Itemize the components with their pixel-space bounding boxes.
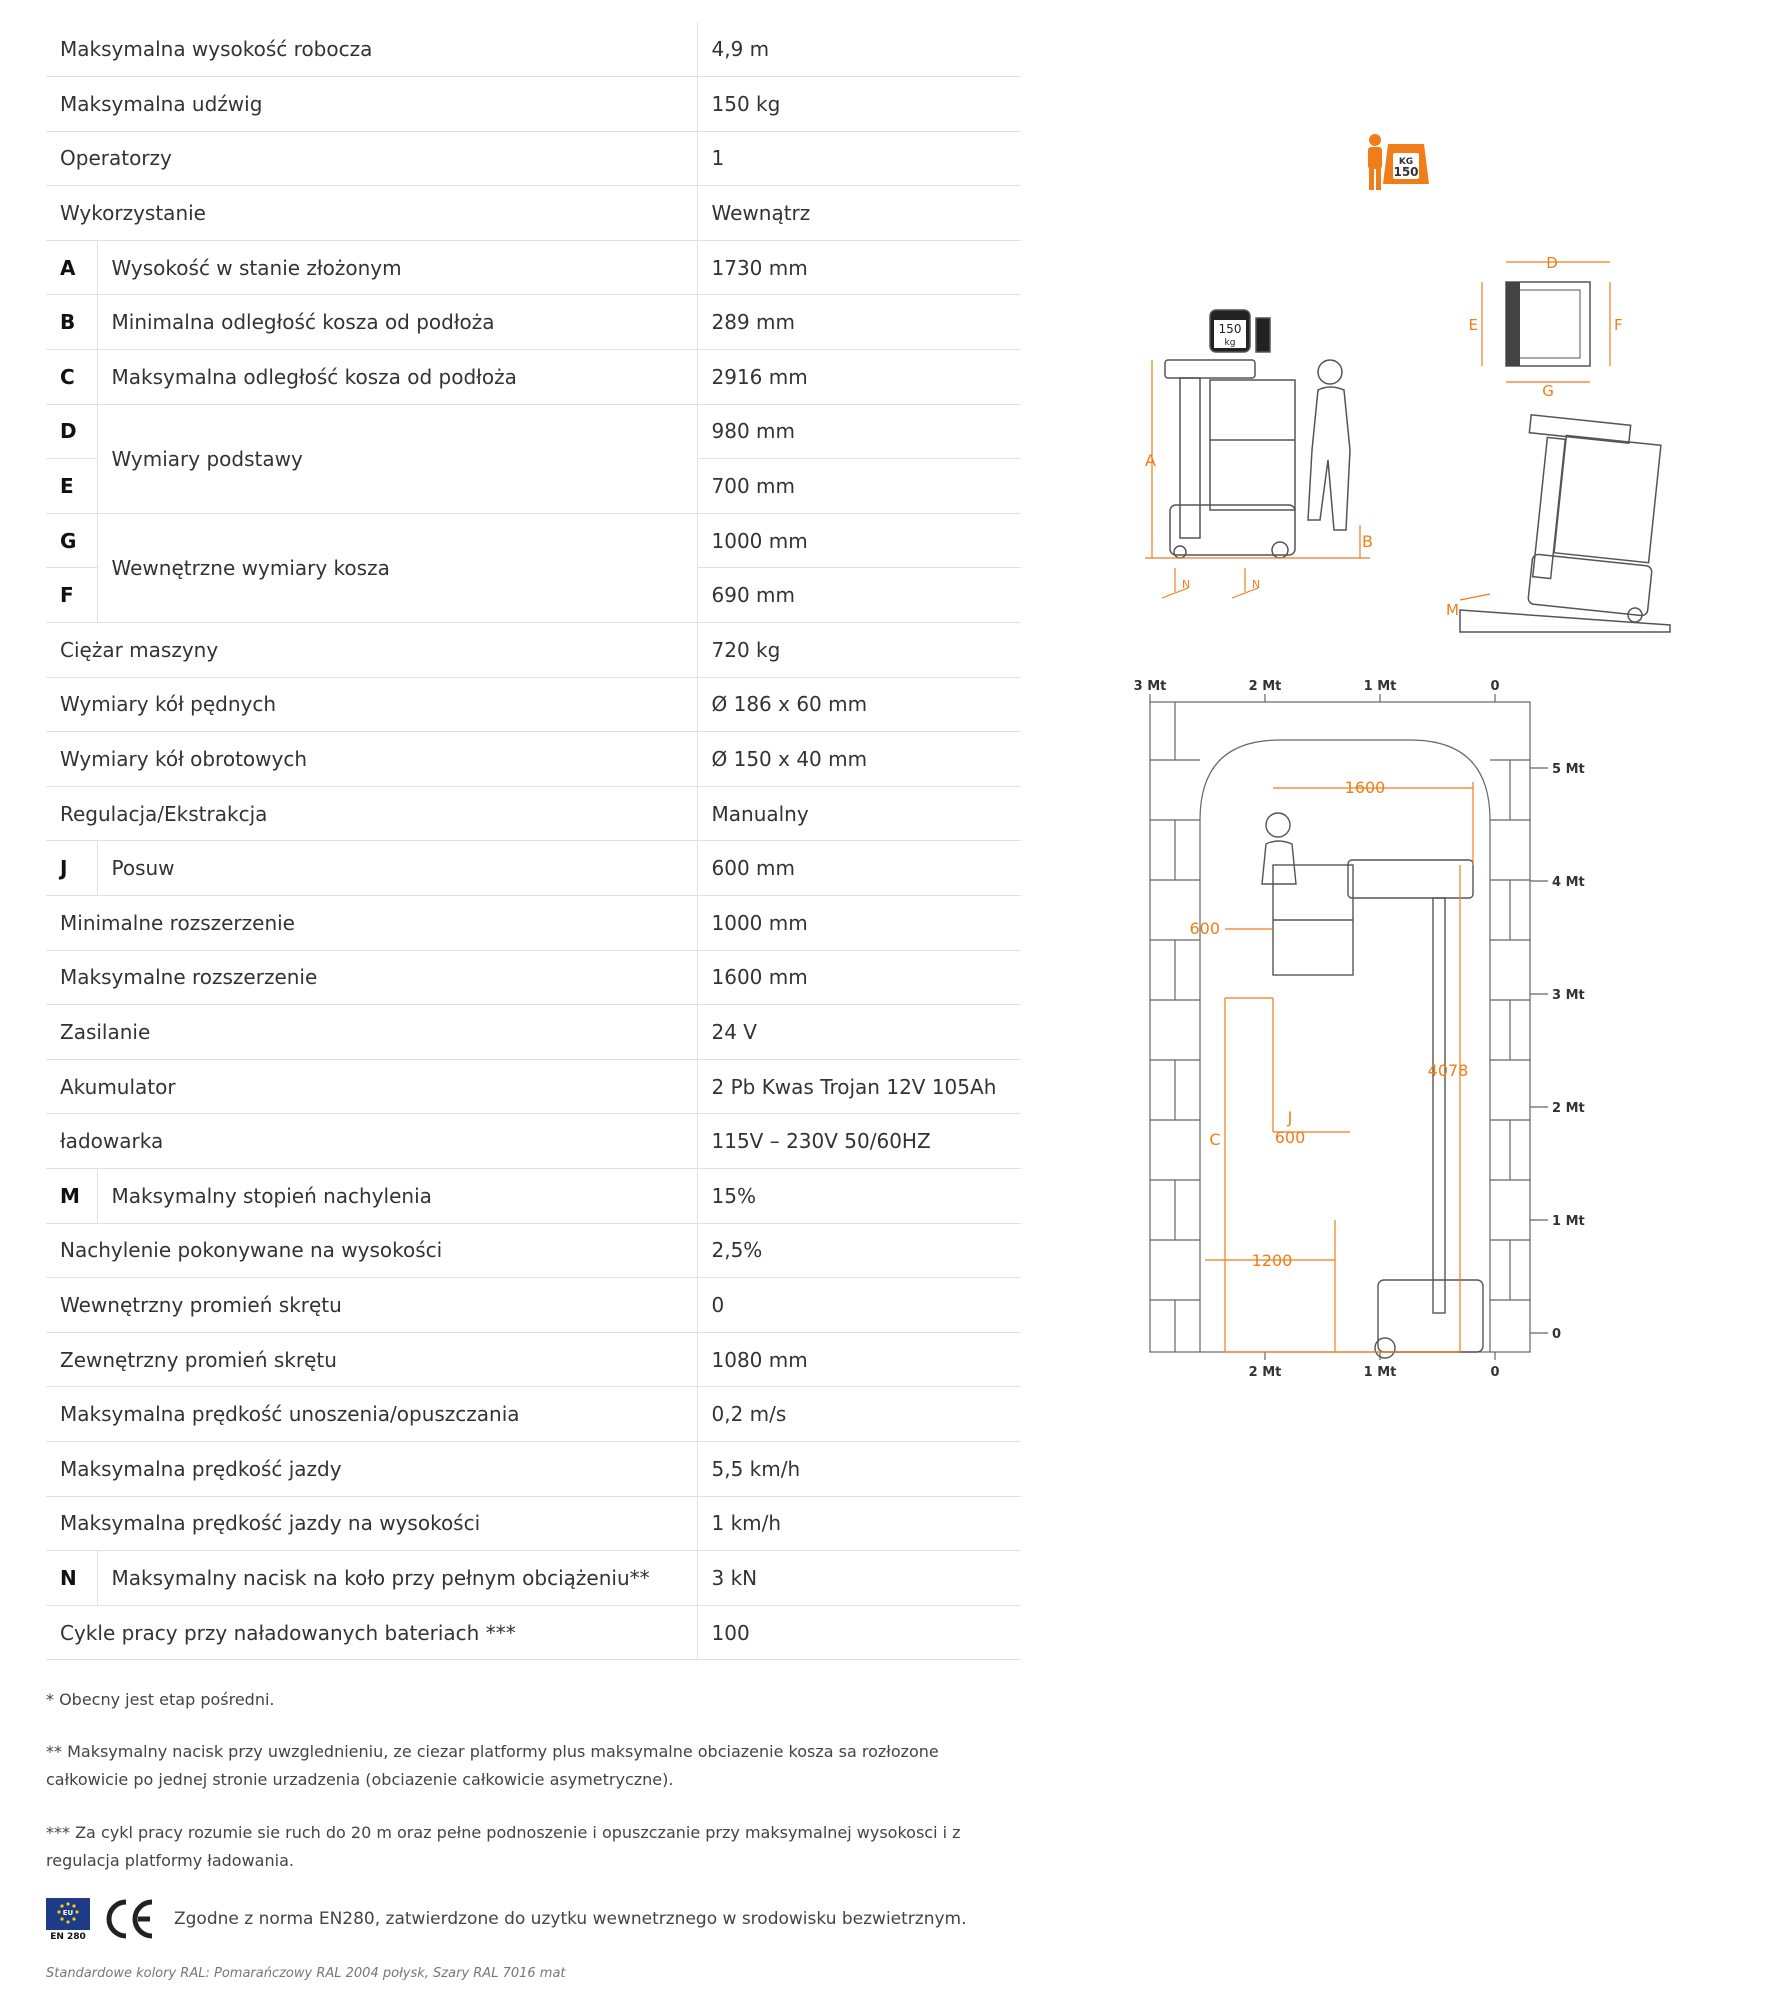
spec-label: Wymiary podstawy (97, 404, 697, 513)
spec-value: 1000 mm (697, 513, 1021, 568)
spec-row (46, 1605, 1021, 1660)
spec-label: ładowarka (46, 1114, 697, 1169)
dim-letter-m: M (1446, 601, 1459, 619)
spec-label: Zasilanie (46, 1005, 697, 1060)
x-axis-top-3mt: 3 Mt (1133, 679, 1167, 694)
y-axis-4mt: 4 Mt (1552, 875, 1585, 890)
dim-letter-e: E (1468, 316, 1478, 334)
spec-row (46, 131, 1021, 186)
eu-label: EU (62, 1909, 74, 1917)
spec-row (46, 22, 1021, 77)
spec-key: G (46, 513, 97, 568)
spec-value: 1730 mm (697, 240, 1021, 295)
dim-letter-c: C (1209, 1130, 1221, 1149)
spec-value: 15% (697, 1168, 1021, 1223)
spec-value: 1 km/h (697, 1496, 1021, 1551)
footnote-work-cycle: *** Za cykl pracy rozumie sie ruch do 20 m oraz pełne podnoszenie i opuszczanie przy maksymalnej wysokosci i z regulacja platformy ładowania. (46, 1823, 961, 1870)
spec-label: Minimalna odległość kosza od podłoża (97, 295, 697, 350)
spec-row (46, 1332, 1021, 1387)
spec-key: C (46, 350, 97, 405)
spec-row (46, 896, 1021, 951)
spec-row (46, 950, 1021, 1005)
dim-600-basket: 600 (1189, 919, 1220, 938)
spec-value: 4,9 m (697, 22, 1021, 77)
spec-key: B (46, 295, 97, 350)
spec-row (46, 1278, 1021, 1333)
y-axis-3mt: 3 Mt (1552, 988, 1585, 1003)
spec-value: Manualny (697, 786, 1021, 841)
spec-value: 2 Pb Kwas Trojan 12V 105Ah (697, 1059, 1021, 1114)
side-badge-unit: kg (1224, 338, 1236, 348)
spec-row (46, 295, 1021, 350)
y-axis-2mt: 2 Mt (1552, 1101, 1585, 1116)
spec-row (46, 841, 1021, 896)
ce-mark-icon (102, 1896, 158, 1942)
dim-600-j: 600 (1274, 1128, 1306, 1147)
dim-letter-n-1: N (1182, 578, 1191, 591)
spec-label: Wewnętrzne wymiary kosza (97, 513, 697, 622)
spec-row (46, 1168, 1021, 1223)
spec-value: 1080 mm (697, 1332, 1021, 1387)
eu-en280-icon (46, 1898, 90, 1940)
spec-key: A (46, 240, 97, 295)
load-badge-value: 150 (1393, 165, 1419, 179)
spec-label: Akumulator (46, 1059, 697, 1114)
dim-letter-g: G (1542, 382, 1554, 400)
en280-label: EN 280 (50, 1932, 86, 1940)
spec-row (46, 677, 1021, 732)
spec-row (46, 1114, 1021, 1169)
spec-label: Maksymalna odległość kosza od podłoża (97, 350, 697, 405)
spec-value: 0,2 m/s (697, 1387, 1021, 1442)
spec-label: Maksymalna prędkość jazdy na wysokości (46, 1496, 697, 1551)
spec-row (46, 1059, 1021, 1114)
spec-label: Maksymalne rozszerzenie (46, 950, 697, 1005)
spec-value: 600 mm (697, 841, 1021, 896)
spec-value: Wewnątrz (697, 186, 1021, 241)
spec-row (46, 1387, 1021, 1442)
spec-table (46, 22, 1021, 1660)
spec-value: 2916 mm (697, 350, 1021, 405)
spec-key: J (46, 841, 97, 896)
spec-label: Regulacja/Ekstrakcja (46, 786, 697, 841)
spec-key: D (46, 404, 97, 459)
dim-letter-j: J (1287, 1108, 1293, 1127)
load-badge-unit: KG (1398, 157, 1414, 167)
x-axis-top-1mt: 1 Mt (1363, 679, 1397, 694)
spec-value: 24 V (697, 1005, 1021, 1060)
spec-label: Wymiary kół obrotowych (46, 732, 697, 787)
dim-letter-d: D (1546, 254, 1558, 272)
spec-value: Ø 150 x 40 mm (697, 732, 1021, 787)
spec-label: Nachylenie pokonywane na wysokości (46, 1223, 697, 1278)
spec-label: Maksymalny stopień nachylenia (97, 1168, 697, 1223)
y-axis-0: 0 (1552, 1327, 1562, 1342)
spec-label: Maksymalny nacisk na koło przy pełnym obciążeniu** (97, 1551, 697, 1606)
spec-row (46, 404, 1021, 459)
spec-value: 980 mm (697, 404, 1021, 459)
spec-row (46, 1441, 1021, 1496)
spec-value: 3 kN (697, 1551, 1021, 1606)
spec-value: 1600 mm (697, 950, 1021, 1005)
spec-row (46, 1496, 1021, 1551)
spec-row (46, 513, 1021, 568)
spec-label: Maksymalna prędkość jazdy (46, 1441, 697, 1496)
spec-value: 1 (697, 131, 1021, 186)
spec-key: N (46, 1551, 97, 1606)
side-view-drawing (1165, 310, 1350, 558)
spec-value: 100 (697, 1605, 1021, 1660)
dim-letter-b: B (1362, 532, 1373, 551)
y-axis-1mt: 1 Mt (1552, 1214, 1585, 1229)
spec-value: 0 (697, 1278, 1021, 1333)
top-view-drawing (1482, 262, 1610, 382)
side-badge-value: 150 (1218, 322, 1242, 336)
dim-1600: 1600 (1344, 778, 1386, 797)
spec-label: Wymiary kół pędnych (46, 677, 697, 732)
dim-1200: 1200 (1251, 1251, 1293, 1270)
ral-colors-note: Standardowe kolory RAL: Pomarańczowy RAL 2004 połysk, Szary RAL 7016 mat (46, 1966, 566, 1981)
dim-letter-n-2: N (1252, 578, 1261, 591)
spec-key: E (46, 459, 97, 514)
spec-label: Operatorzy (46, 131, 697, 186)
spec-value: 289 mm (697, 295, 1021, 350)
spec-label: Wykorzystanie (46, 186, 697, 241)
spec-label: Maksymalna udźwig (46, 77, 697, 132)
spec-label: Posuw (97, 841, 697, 896)
spec-label: Cykle pracy przy naładowanych bateriach *** (46, 1605, 697, 1660)
certification-row (46, 1896, 1021, 1942)
spec-label: Wewnętrzny promień skrętu (46, 1278, 697, 1333)
spec-row (46, 1223, 1021, 1278)
spec-row (46, 77, 1021, 132)
spec-label: Maksymalna prędkość unoszenia/opuszczania (46, 1387, 697, 1442)
certification-text: Zgodne z norma EN280, zatwierdzone do uzytku wewnetrznego w srodowisku bezwietrznym. (174, 1909, 967, 1929)
x-axis-bottom-0: 0 (1490, 1365, 1500, 1380)
dim-letter-a: A (1145, 451, 1156, 470)
spec-value: 700 mm (697, 459, 1021, 514)
spec-key: M (46, 1168, 97, 1223)
x-axis-top-2mt: 2 Mt (1248, 679, 1282, 694)
spec-row (46, 186, 1021, 241)
spec-row (46, 1005, 1021, 1060)
spec-label: Maksymalna wysokość robocza (46, 22, 697, 77)
spec-row (46, 786, 1021, 841)
spec-row (46, 240, 1021, 295)
spec-row (46, 350, 1021, 405)
dim-letter-f: F (1614, 316, 1623, 334)
spec-value: 150 kg (697, 77, 1021, 132)
footnote-wheel-load: ** Maksymalny nacisk przy uwzglednieniu, ze ciezar platformy plus maksymalne obciazenie kosza sa rozłozone całkowicie po jednej stronie urzadzenia (obciazenie całkowicie asymetryczne). (46, 1742, 939, 1789)
spec-label: Minimalne rozszerzenie (46, 896, 697, 951)
y-axis-5mt: 5 Mt (1552, 762, 1585, 777)
spec-value: Ø 186 x 60 mm (697, 677, 1021, 732)
spec-row (46, 1551, 1021, 1606)
spec-value: 2,5% (697, 1223, 1021, 1278)
x-axis-bottom-2mt: 2 Mt (1248, 1365, 1282, 1380)
technical-diagrams (1130, 120, 1730, 1420)
spec-key: F (46, 568, 97, 623)
spec-label: Zewnętrzny promień skrętu (46, 1332, 697, 1387)
dim-4078: 4078 (1427, 1061, 1469, 1080)
x-axis-top-0: 0 (1490, 679, 1500, 694)
spec-label: Ciężar maszyny (46, 623, 697, 678)
spec-value: 115V – 230V 50/60HZ (697, 1114, 1021, 1169)
slope-view-drawing (1460, 415, 1670, 632)
spec-label: Wysokość w stanie złożonym (97, 240, 697, 295)
spec-value: 720 kg (697, 623, 1021, 678)
x-axis-bottom-1mt: 1 Mt (1363, 1365, 1397, 1380)
spec-value: 1000 mm (697, 896, 1021, 951)
footnote-intermediate-stage: * Obecny jest etap pośredni. (46, 1690, 275, 1709)
spec-row (46, 623, 1021, 678)
load-capacity-icon (1368, 134, 1429, 190)
spec-row (46, 732, 1021, 787)
spec-value: 690 mm (697, 568, 1021, 623)
spec-value: 5,5 km/h (697, 1441, 1021, 1496)
